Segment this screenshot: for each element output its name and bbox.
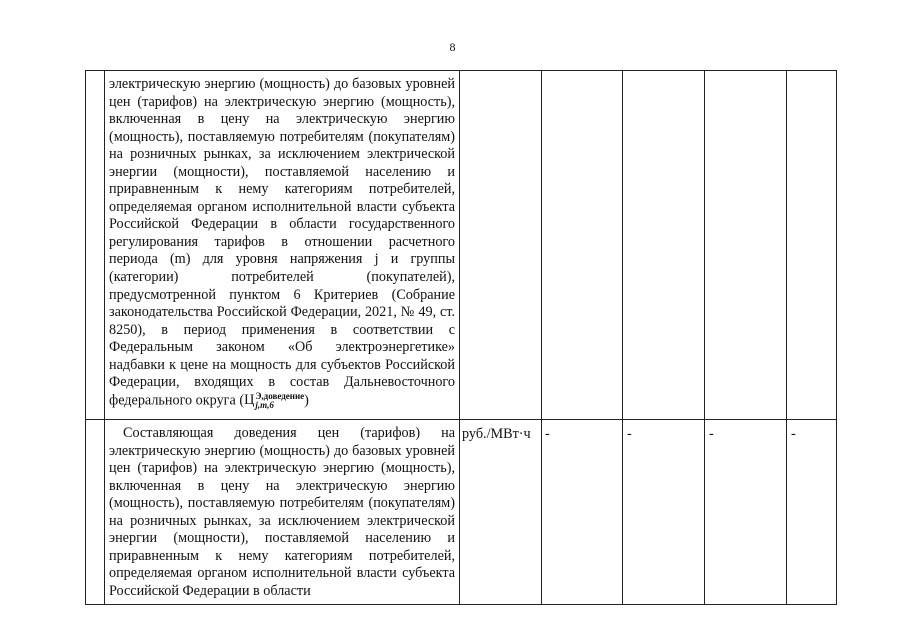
value-cell: -	[542, 420, 623, 605]
value-cell	[542, 71, 623, 420]
symbol-superscript: Э,доведение	[255, 390, 305, 401]
description-cell: электрическую энергию (мощность) до базовых уровней цен (тарифов) на электрическую энергию (мощность), включенная в цену на электрическую энергию (мощность), поставляемую потребителям (покупателям) на розничных рынках, за исключением электрической энергии (мощности), поставляемой населению и приравненным к нему категориям потребителей, определяемая органом исполнительной власти субъекта Российской Федерации в области государственного регулирования тарифов в отношении расчетного периода (m) для уровня напряжения j и группы (категории) потребителей (покупателей), предусмотренной пунктом 6 Критериев (Собрание законодательства Российской Федерации, 2021, № 49, ст. 8250), в период применения в соответствии с Федеральным законом «Об электроэнергетике» надбавки к цене на мощность для субъектов Российской Федерации, входящих в состав Дальневосточного федерального округа (Ц Э,доведение j,m,6 )	[105, 71, 460, 420]
table-row	[86, 71, 837, 420]
description-text: Составляющая доведения цен (тарифов) на электрическую энергию (мощность) до базовых уровней цен (тарифов) на электрическую энергию (мощность), включенная в цену на электрическую энергию (мощность), поставляемую потребителям (покупателям) на розничных рынках, за исключением электрической энергии (мощности), поставляемой населению и приравненным к нему категориям потребителей, определяемая органом исполнительной власти субъекта Российской Федерации в области	[109, 425, 455, 599]
value-cell	[705, 71, 787, 420]
row-number-cell	[86, 71, 105, 420]
unit-cell: руб./МВт·ч	[460, 420, 542, 605]
table-row	[86, 420, 837, 605]
description-text: электрическую энергию (мощность) до базовых уровней цен (тарифов) на электрическую энергию (мощность), включенная в цену на электрическую энергию (мощность), поставляемую потребителям (покупателям) на розничных рынках, за исключением электрической энергии (мощности), поставляемой населению и приравненным к нему категориям потребителей, определяемая органом исполнительной власти субъекта Российской Федерации в области государственного регулирования тарифов в отношении расчетного периода (m) для уровня напряжения j и группы (категории) потребителей (покупателей), предусмотренной пунктом 6 Критериев (Собрание законодательства Российской Федерации, 2021, № 49, ст. 8250), в период применения в соответствии с Федеральным законом «Об электроэнергетике» надбавки к цене на мощность для субъектов Российской Федерации, входящих в состав Дальневосточного федерального округа (	[109, 76, 455, 409]
value-cell: -	[705, 420, 787, 605]
description-cell	[105, 420, 460, 605]
row-number-cell	[86, 420, 105, 605]
symbol-subscript: j,m,6	[255, 399, 274, 410]
price-symbol: Ц Э,доведение j,m,6	[244, 390, 305, 410]
value-cell	[787, 71, 837, 420]
page-number: 8	[449, 40, 456, 54]
tariff-table	[85, 70, 837, 605]
unit-cell	[460, 71, 542, 420]
value-cell: -	[787, 420, 837, 605]
value-cell	[623, 71, 705, 420]
value-cell: -	[623, 420, 705, 605]
